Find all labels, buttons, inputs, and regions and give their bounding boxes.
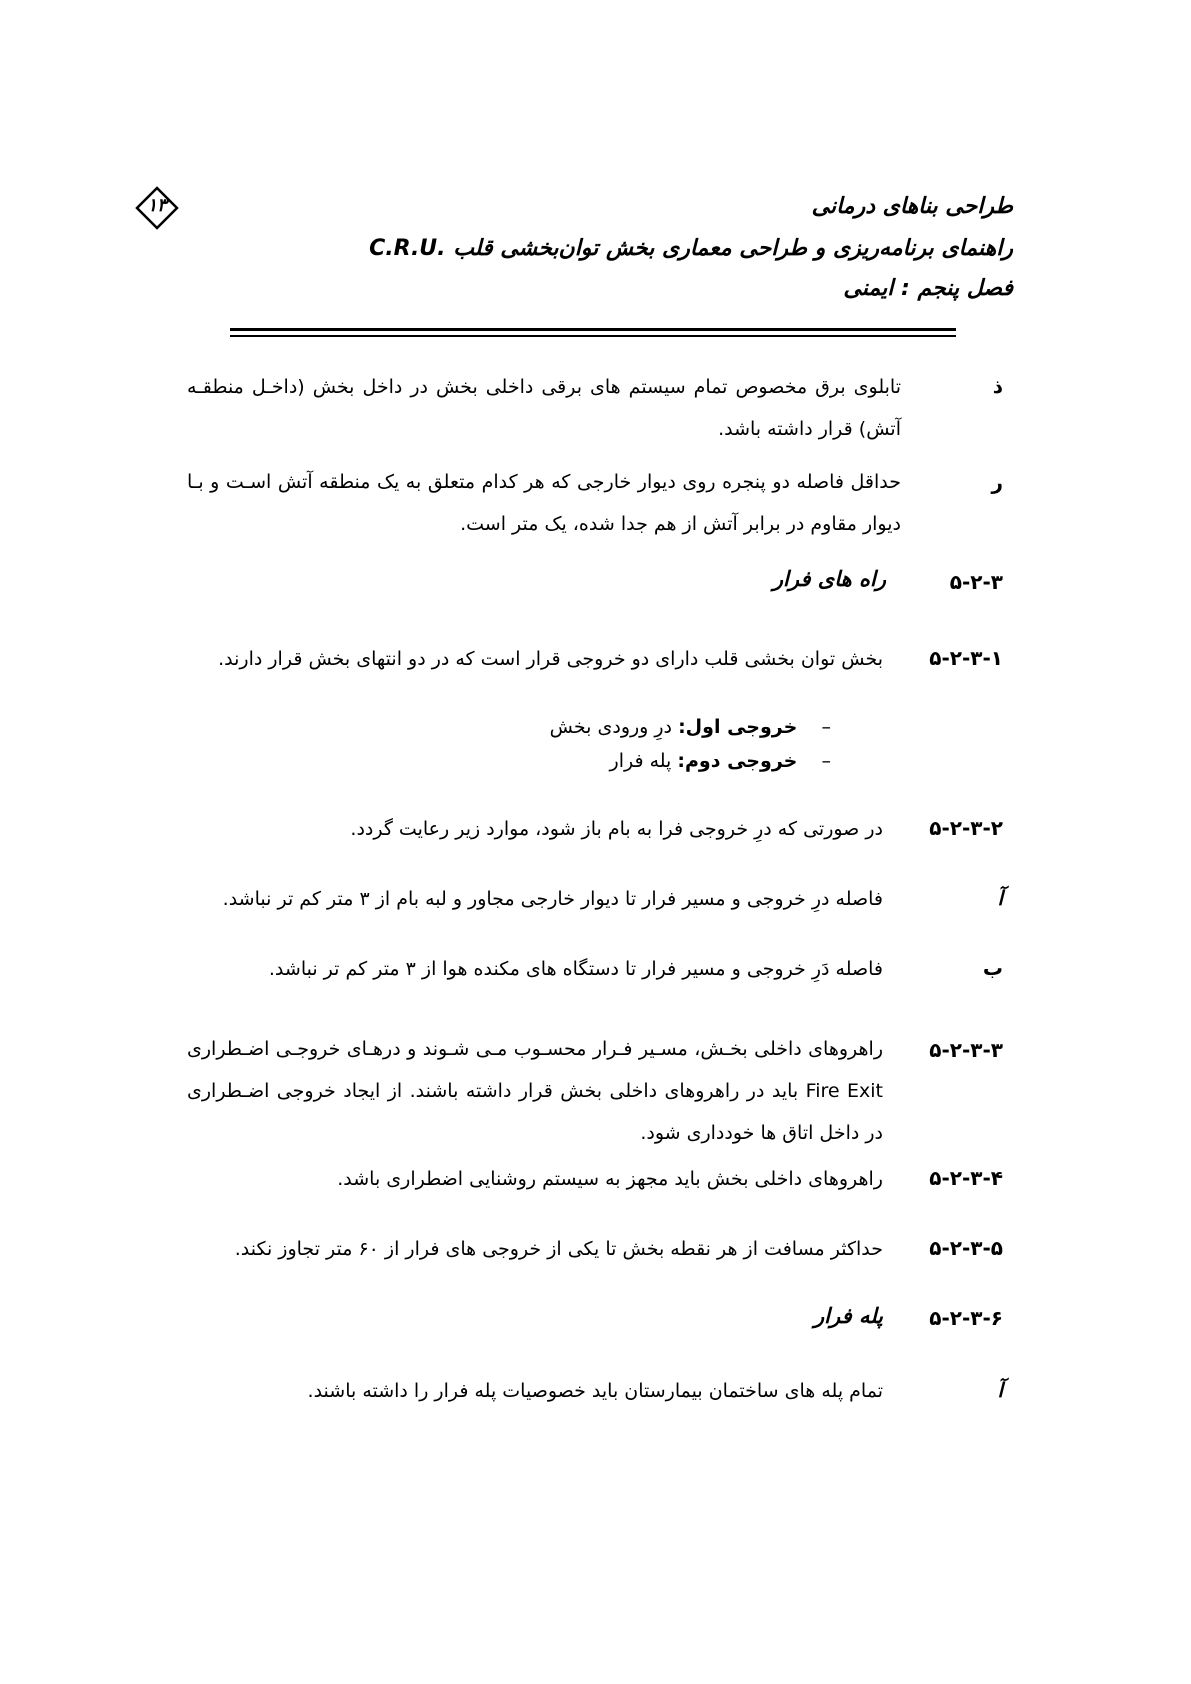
header-chapter: فصل پنجم : ایمنی: [843, 276, 1013, 301]
list-item-exit-2: [610, 746, 831, 776]
item-text-alef-1: فاصله درِ خروجی و مسیر فرار تا دیوار خارجی مجاور و لبه بام از ۳ متر کم تر نباشد.: [222, 888, 883, 910]
section-text-5-2-3-2: در صورتی که درِ خروجی فرا به بام باز شود، موارد زیر رعایت گردد.: [350, 818, 883, 840]
chapter-number-badge: [135, 186, 179, 230]
list-item-bold: خروجی دوم:: [677, 750, 798, 772]
section-number-5-2-3: ۵-۲-۳: [949, 570, 1003, 594]
item-label-be-1: ب: [982, 956, 1003, 980]
header-rule-thin: [230, 335, 956, 337]
section-title-fire-stair: پله فرار: [814, 1304, 883, 1328]
section-number-5-2-3-3: ۵-۲-۳-۳: [929, 1038, 1003, 1062]
item-text-re: حداقل فاصله دو پنجره روی دیوار خارجی که هر کدام متعلق به یک منطقه آتش اسـت و بـا دیوار مقاوم در برابر آتش از هم جدا شده، یک متر است.: [187, 471, 901, 535]
section-text-5-2-3-5: حداکثر مسافت از هر نقطه بخش تا یکی از خروجی های فرار از ۶۰ متر تجاوز نکند.: [234, 1238, 883, 1260]
section-text-5-2-3-4: راهروهای داخلی بخش باید مجهز به سیستم روشنایی اضطراری باشد.: [337, 1168, 883, 1190]
item-label-alef-1: آ: [997, 886, 1003, 910]
list-item-bold: خروجی اول:: [678, 716, 798, 738]
section-number-5-2-3-2: ۵-۲-۳-۲: [929, 816, 1003, 840]
list-dash: –: [821, 750, 831, 772]
item-text-dhal: تابلوی برق مخصوص تمام سیستم های برقی داخلی بخش در داخل بخش (داخـل منطقـه آتش) قرار داشته باشد.: [187, 376, 901, 440]
section-text-5-2-3-3: راهروهای داخلی بخـش، مسـیر فـرار محسـوب مـی شـوند و درهـای خروجـی اضـطراری Fire Exit باید در راهروهای داخلی بخش قرار داشته باشند. از ایجاد خروجی اضـطراری در داخل اتاق ها خودداری شود.: [187, 1038, 883, 1144]
item-label-re: ر: [991, 470, 1003, 494]
item-label-alef-2: آ: [997, 1378, 1003, 1402]
section-number-5-2-3-5: ۵-۲-۳-۵: [929, 1236, 1003, 1260]
section-number-5-2-3-1: ۵-۲-۳-۱: [929, 646, 1003, 670]
item-text-alef-2: تمام پله های ساختمان بیمارستان باید خصوصیات پله فرار را داشته باشند.: [307, 1380, 883, 1402]
header-subtitle: راهنمای برنامه‌ریزی و طراحی معماری بخش توان‌بخشی قلب .C.R.U: [369, 236, 1013, 261]
list-item-text: پله فرار: [609, 750, 678, 772]
list-item-text: درِ ورودی بخش: [549, 716, 679, 738]
section-title-escape-routes: راه های فرار: [772, 567, 886, 591]
section-text-5-2-3-1: بخش توان بخشی قلب دارای دو خروجی قرار است که در دو انتهای بخش قرار دارند.: [218, 648, 883, 670]
item-label-dhal: ذ: [992, 374, 1003, 398]
chapter-number: ۱۳: [147, 195, 167, 216]
item-text-be-1: فاصله دَرِ خروجی و مسیر فرار تا دستگاه های مکنده هوا از ۳ متر کم تر نباشد.: [268, 958, 883, 980]
section-number-5-2-3-4: ۵-۲-۳-۴: [929, 1166, 1003, 1190]
section-number-5-2-3-6: ۵-۲-۳-۶: [929, 1306, 1003, 1330]
list-item-exit-1: [550, 712, 831, 742]
header-rule-thick: [230, 328, 956, 331]
list-dash: –: [821, 716, 831, 738]
header-title-text: طراحی بناهای درمانی: [811, 194, 1013, 219]
header-title: [313, 194, 1013, 219]
